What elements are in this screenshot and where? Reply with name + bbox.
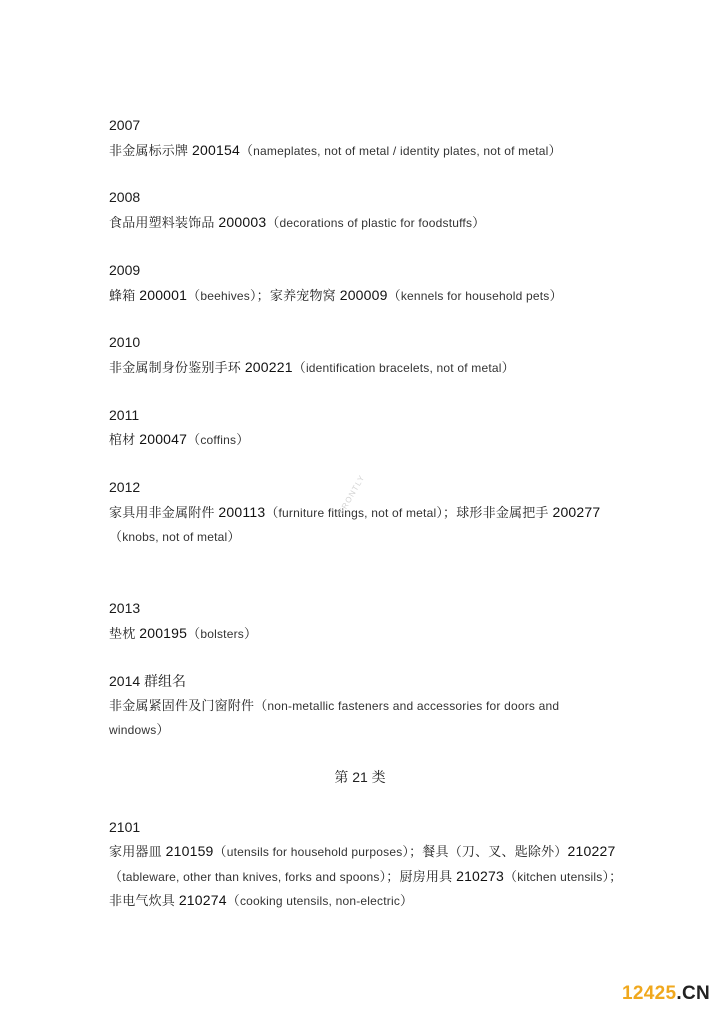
segment-zh: 家具用非金属附件 <box>109 505 219 520</box>
site-logo-tld: .CN <box>676 983 710 1004</box>
entry-2101-line-2 <box>109 866 622 887</box>
entry-code-2014: 2014 群组名 <box>109 673 187 689</box>
segment-zh: ） <box>548 143 562 158</box>
segment-en: furniture fittings, not of metal <box>278 506 437 520</box>
segment-num: 200003 <box>218 214 267 230</box>
class-21-heading: 第 21 类 <box>334 769 386 785</box>
segment-en: kitchen utensils <box>517 870 603 884</box>
segment-num: 210159 <box>165 843 214 859</box>
segment-zh: （ <box>504 869 518 884</box>
entry-code-2011: 2011 <box>109 407 140 423</box>
segment-num: 210227 <box>567 843 616 859</box>
segment-zh: （ <box>109 529 123 544</box>
segment-zh: （ <box>187 432 201 447</box>
segment-en: identification bracelets, not of metal <box>305 361 502 375</box>
segment-en: cooking utensils, non-electric <box>239 894 401 908</box>
entry-2014-line-1 <box>109 696 559 716</box>
segment-en: decorations of plastic for foodstuffs <box>279 216 473 230</box>
segment-num: 200001 <box>139 287 188 303</box>
entry-2011-line-1 <box>109 429 249 450</box>
segment-zh: （ <box>226 893 240 908</box>
segment-en: bolsters <box>200 627 244 641</box>
segment-num: 200277 <box>552 504 601 520</box>
segment-en: coffins <box>200 433 237 447</box>
segment-num: 200195 <box>139 625 188 641</box>
segment-zh: 蜂箱 <box>109 288 140 303</box>
entry-2014-line-2 <box>109 720 170 740</box>
segment-num: 210273 <box>456 868 504 884</box>
entry-code-2009: 2009 <box>109 262 141 278</box>
segment-zh: ）；球形非金属把手 <box>436 505 553 520</box>
entry-code-2012: 2012 <box>109 479 141 495</box>
site-logo-digits: 12425 <box>622 983 677 1004</box>
segment-zh: 棺材 <box>109 432 140 447</box>
segment-zh: 家用器皿 <box>109 844 166 859</box>
segment-zh: （ <box>213 844 227 859</box>
segment-en: beehives <box>200 289 250 303</box>
segment-en: tableware, other than knives, forks and spoons <box>122 870 380 884</box>
segment-zh: （ <box>109 869 123 884</box>
segment-num: 200113 <box>218 504 266 520</box>
entry-2101-line-1 <box>109 841 615 862</box>
segment-zh: （ <box>187 626 201 641</box>
entry-code-2101: 2101 <box>109 819 141 835</box>
entry-2009-line-1 <box>109 285 563 306</box>
segment-num: 200047 <box>139 431 188 447</box>
segment-zh: 非金属紧固件及门窗附件（ <box>109 698 268 713</box>
entry-2013-line-1 <box>109 623 257 644</box>
segment-en: non-metallic fasteners and accessories for doors and <box>267 699 560 713</box>
segment-en: nameplates, not of metal / identity plates, not of metal <box>253 144 549 158</box>
segment-en: utensils for household purposes <box>226 845 403 859</box>
entry-code-2007: 2007 <box>109 117 141 133</box>
segment-zh: ） <box>227 529 241 544</box>
entry-2008-line-1 <box>109 212 485 233</box>
entry-code-2013: 2013 <box>109 600 141 616</box>
segment-zh: ） <box>472 215 486 230</box>
entry-code-2008: 2008 <box>109 189 141 205</box>
entry-2010-line-1 <box>109 357 515 378</box>
segment-num: 210274 <box>178 892 227 908</box>
segment-en: windows <box>109 723 157 737</box>
segment-zh: ）；家养宠物窝 <box>249 288 340 303</box>
segment-zh: ） <box>243 626 258 641</box>
segment-zh: （ <box>239 143 254 158</box>
segment-en: kennels for household pets <box>400 289 550 303</box>
segment-zh: （ <box>187 288 201 303</box>
segment-zh: 食品用塑料装饰品 <box>109 215 219 230</box>
segment-zh: 非金属制身份鉴别手环 <box>109 360 245 375</box>
segment-zh: ） <box>549 288 563 303</box>
entry-2012-line-2 <box>109 527 241 547</box>
segment-zh: ） <box>156 722 170 737</box>
segment-zh: ）；餐具（刀、叉、匙除外） <box>402 844 568 859</box>
segment-zh: （ <box>387 288 401 303</box>
segment-zh: 非金属标示牌 <box>109 143 193 158</box>
segment-zh: （ <box>292 360 306 375</box>
segment-zh: ） <box>400 893 414 908</box>
entry-2012-line-1 <box>109 502 600 523</box>
page-watermark: FRONTLY <box>337 473 367 516</box>
entry-code-2010: 2010 <box>109 334 141 350</box>
segment-zh: ） <box>501 360 515 375</box>
segment-zh: （ <box>266 215 280 230</box>
segment-num: 200221 <box>244 359 293 375</box>
segment-zh: 垫枕 <box>109 626 140 641</box>
segment-num: 200009 <box>339 287 388 303</box>
segment-zh: 非电气炊具 <box>109 893 179 908</box>
entry-2007-line-1 <box>109 140 562 161</box>
segment-zh: ） <box>236 432 250 447</box>
segment-zh: ）； <box>602 869 623 884</box>
site-logo[interactable] <box>622 983 710 1005</box>
entry-2101-line-3 <box>109 890 413 911</box>
segment-zh: ）；厨房用具 <box>379 869 457 884</box>
segment-zh: （ <box>265 505 279 520</box>
segment-num: 200154 <box>192 142 240 158</box>
segment-en: knobs, not of metal <box>122 530 228 544</box>
